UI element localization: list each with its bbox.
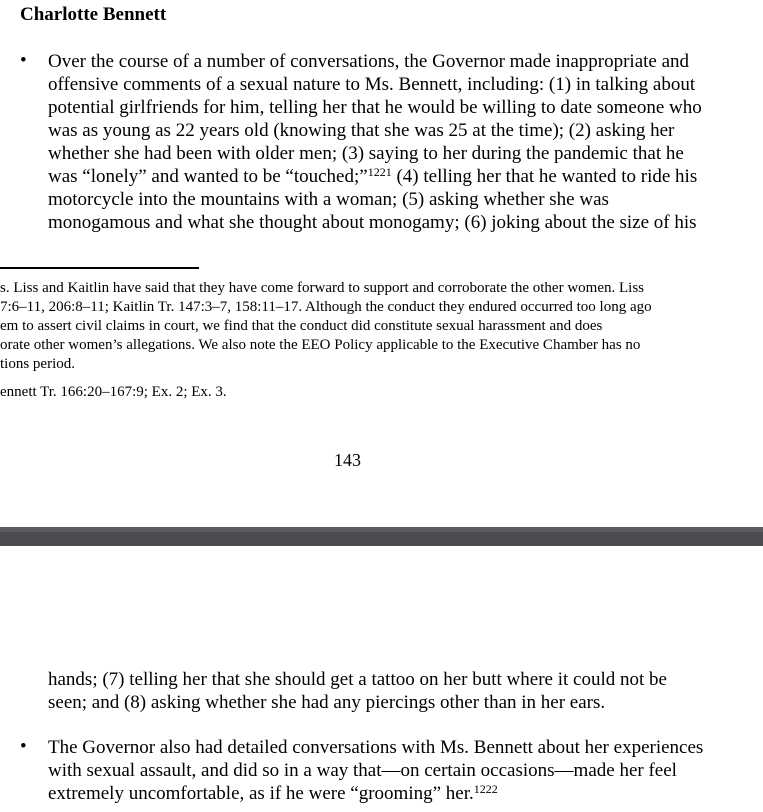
body-line: monogamous and what she thought about monogamy; (6) joking about the size of his <box>48 212 697 233</box>
footnote-line: 7:6–11, 206:8–11; Kaitlin Tr. 147:3–7, 158:11–17. Although the conduct they endured occurred too long ago <box>0 299 652 315</box>
body-line: whether she had been with older men; (3) saying to her during the pandemic that he <box>48 143 684 164</box>
footnote-line: s. Liss and Kaitlin have said that they have come forward to support and corroborate the other women. Liss <box>0 280 644 296</box>
footnote-line: em to assert civil claims in court, we find that the conduct did constitute sexual harassment and does <box>0 318 603 334</box>
body-text: was “lonely” and wanted to be “touched;” <box>48 166 368 187</box>
body-line: motorcycle into the mountains with a woman; (5) asking whether she was <box>48 189 609 210</box>
footnote-divider <box>0 267 199 269</box>
bullet-icon: • <box>20 736 27 757</box>
body-line: offensive comments of a sexual nature to Ms. Bennett, including: (1) in talking about <box>48 74 696 95</box>
footnote-line: ennett Tr. 166:20–167:9; Ex. 2; Ex. 3. <box>0 384 227 400</box>
body-text: extremely uncomfortable, as if he were “grooming” her. <box>48 783 474 804</box>
body-line: potential girlfriends for him, telling her that he would be willing to date someone who <box>48 97 702 118</box>
body-line: was as young as 22 years old (knowing that she was 25 at the time); (2) asking her <box>48 120 675 141</box>
body-line: hands; (7) telling her that she should get a tattoo on her butt where it could not be <box>48 669 667 690</box>
body-line <box>48 782 498 805</box>
page-number: 143 <box>334 450 361 470</box>
bullet-icon: • <box>20 50 27 71</box>
body-line: seen; and (8) asking whether she had any piercings other than in her ears. <box>48 692 606 713</box>
page-separator <box>0 527 763 546</box>
section-heading: Charlotte Bennett <box>20 4 167 25</box>
body-line: Over the course of a number of conversations, the Governor made inappropriate and <box>48 51 690 72</box>
footnote-line: orate other women’s allegations. We also note the EEO Policy applicable to the Executive Chamber has no <box>0 337 641 353</box>
body-line: with sexual assault, and did so in a way that—on certain occasions—made her feel <box>48 760 677 781</box>
footnote-line: tions period. <box>0 356 75 372</box>
body-line <box>48 165 697 188</box>
footnote-ref[interactable]: 1221 <box>367 165 392 179</box>
page-separator-edge <box>0 527 763 532</box>
body-text: (4) telling her that he wanted to ride his <box>391 166 698 187</box>
body-line: The Governor also had detailed conversations with Ms. Bennett about her experiences <box>48 737 704 758</box>
footnote-ref[interactable]: 1222 <box>473 782 498 796</box>
